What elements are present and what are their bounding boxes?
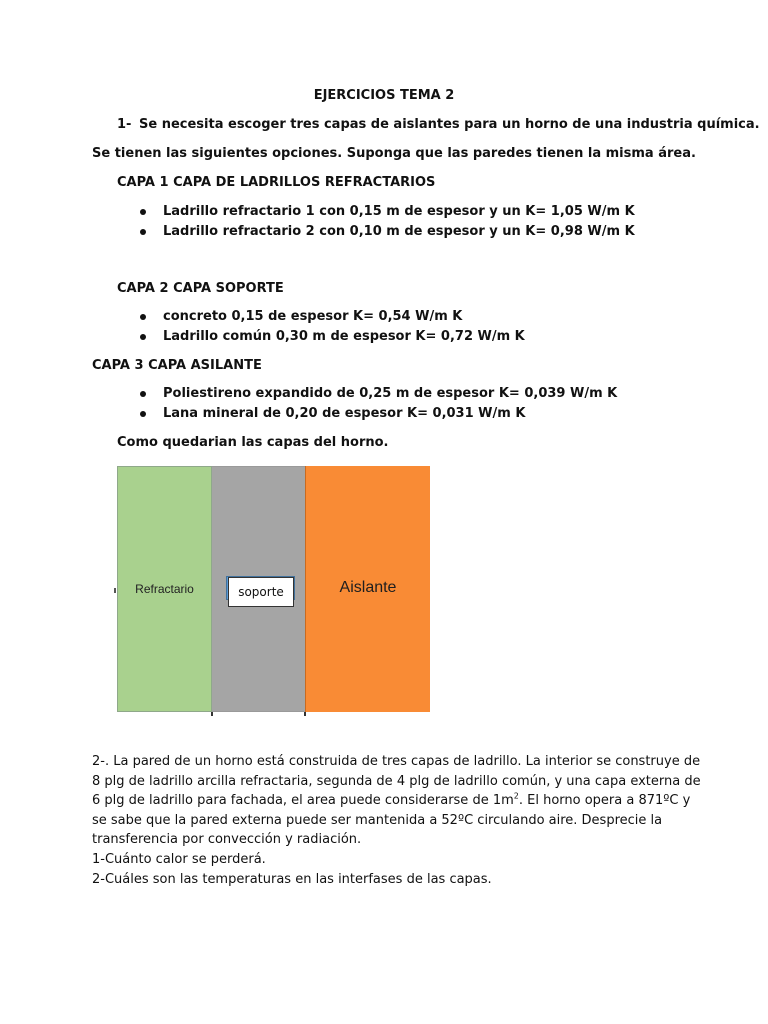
exercise-2-line-3-b: . El horno opera a 871ºC y [518,793,691,809]
capa-1-list [140,202,635,242]
exercise-1-intro-line-1: Se necesita escoger tres capas de aislantes para un horno de una industria química. [139,117,760,132]
area-exponent: 2 [513,791,519,801]
capa-2-list [140,307,525,347]
exercise-2-question-2: 2-Cuáles son las temperaturas en las interfases de las capas. [92,871,492,887]
exercise-2-line-5: transferencia por convección y radiación. [92,832,362,848]
layer-refractario-label: Refractario [135,582,194,596]
layer-aislante [305,466,430,712]
capa-3-list [140,384,617,424]
diagram-tick [304,712,306,716]
exercise-1-intro-line-2: Se tienen las siguientes opciones. Suponga que las paredes tienen la misma área. [92,146,696,161]
exercise-1-number: 1- [117,117,132,132]
exercise-2-line-2: 8 plg de ladrillo arcilla refractaria, segunda de 4 plg de ladrillo común, y una capa externa de [92,773,701,789]
diagram-tick [211,712,213,716]
exercise-2-line-3-a: 6 plg de ladrillo para fachada, el area puede considerarse de 1m [92,793,514,809]
list-item: Ladrillo refractario 1 con 0,15 m de espesor y un K= 1,05 W/m K [140,202,635,222]
exercise-2-line-4: se sabe que la pared externa puede ser mantenida a 52ºC circulando aire. Desprecie la [92,812,663,828]
oven-layers-diagram [117,466,430,713]
list-item: Ladrillo común 0,30 m de espesor K= 0,72 W/m K [140,327,525,347]
capa-1-heading: CAPA 1 CAPA DE LADRILLOS REFRACTARIOS [117,175,436,190]
capa-2-heading: CAPA 2 CAPA SOPORTE [117,281,284,296]
list-item: Poliestireno expandido de 0,25 m de espesor K= 0,039 W/m K [140,384,617,404]
capa-3-heading: CAPA 3 CAPA ASILANTE [92,358,262,373]
diagram-mark [114,588,116,593]
layer-refractario [117,466,212,712]
exercise-2-line-1: 2-. La pared de un horno está construida de tres capas de ladrillo. La interior se construye de [92,754,701,769]
soporte-label-box: soporte [228,577,294,607]
exercise-2-statement [92,752,701,889]
layer-aislante-label: Aislante [339,579,397,596]
exercise-2-line-3 [92,791,691,811]
list-item: Ladrillo refractario 2 con 0,10 m de espesor y un K= 0,98 W/m K [140,222,635,242]
exercise-1-question: Como quedarian las capas del horno. [117,435,389,450]
exercise-2-question-1: 1-Cuánto calor se perderá. [92,851,266,867]
list-item: concreto 0,15 de espesor K= 0,54 W/m K [140,307,525,327]
list-item: Lana mineral de 0,20 de espesor K= 0,031 W/m K [140,404,617,424]
document-title: EJERCICIOS TEMA 2 [313,88,455,103]
